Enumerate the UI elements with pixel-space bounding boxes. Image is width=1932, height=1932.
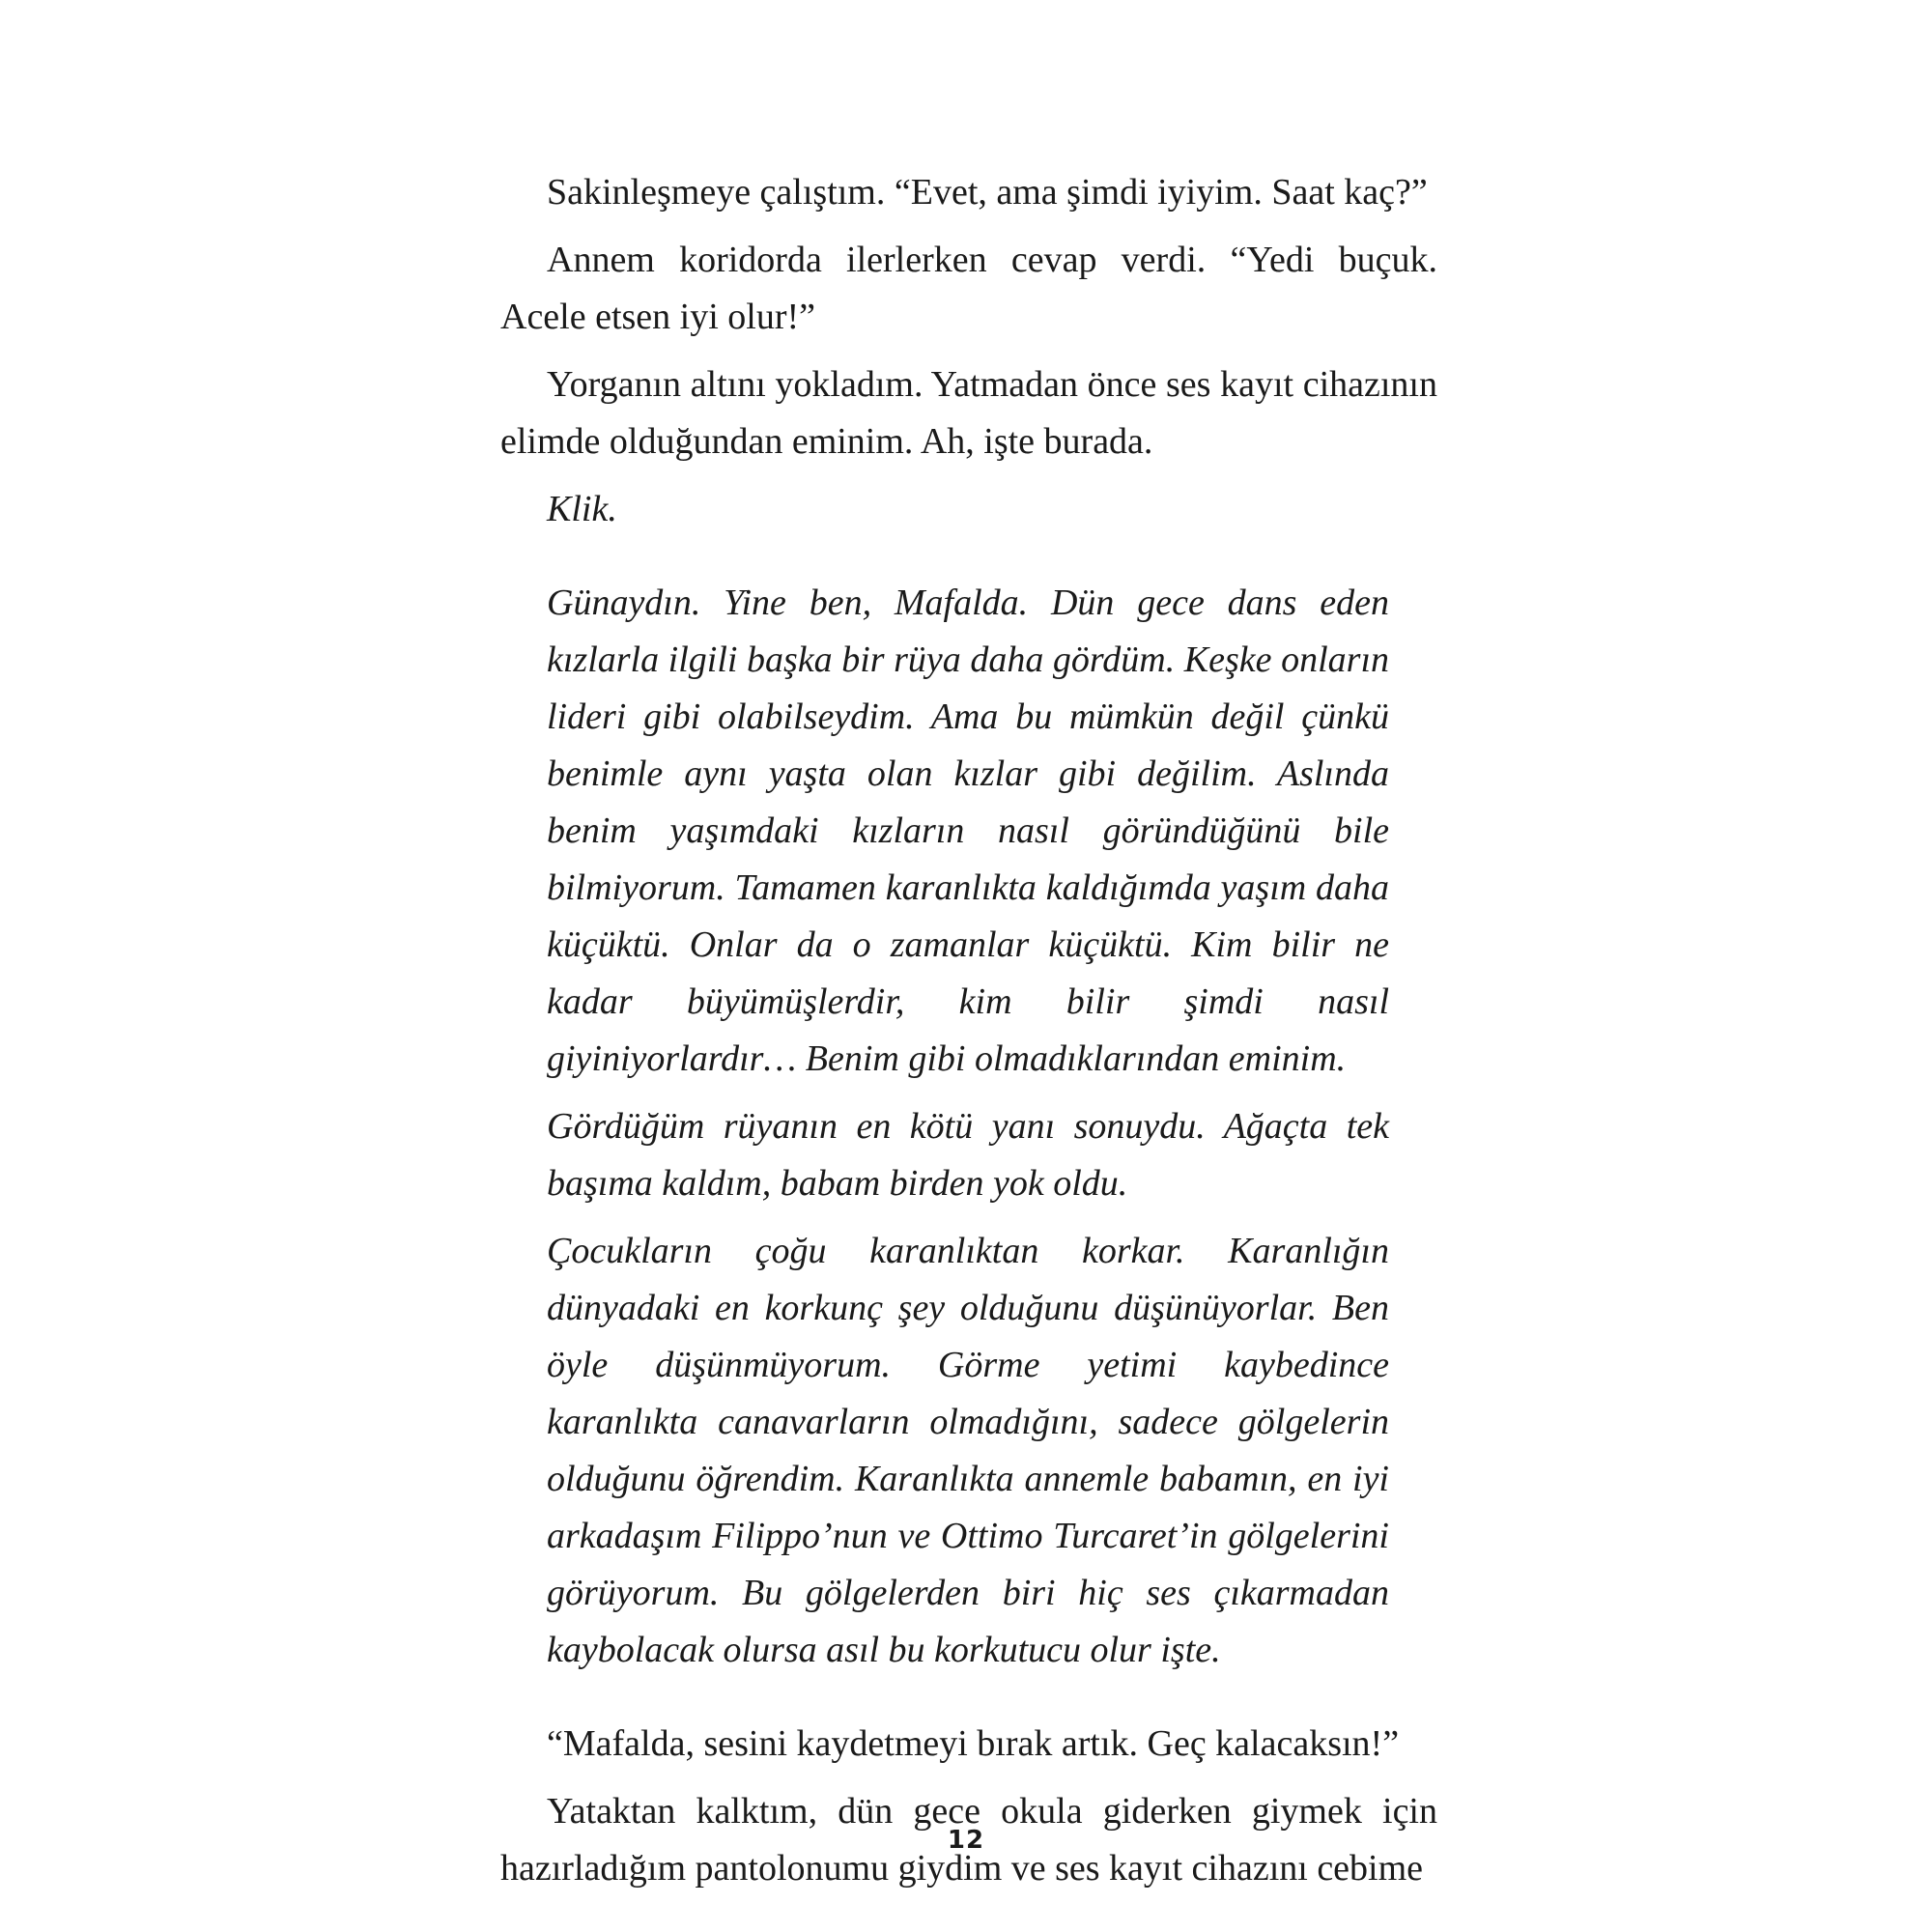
paragraph: Yataktan kalktım, dün gece okula giderken giymek için hazırladığım pantolonumu giydim ve ses kayıt cihazını cebime (500, 1791, 1437, 1889)
paragraph: Sakinleşmeye çalıştım. “Evet, ama şimdi iyiyim. Saat kaç?” (547, 172, 1428, 213)
paragraph: Annem koridorda ilerlerken cevap verdi. “Yedi buçuk. Acele etsen iyi olur!” (500, 240, 1437, 337)
paragraph: Yorganın altını yokladım. Yatmadan önce ses kayıt cihazının elimde olduğundan eminim. Ah, işte burada. (500, 364, 1437, 462)
page-body (500, 164, 1437, 1908)
page-number: 12 (947, 1826, 985, 1855)
click-sound-line: Klik. (547, 489, 617, 529)
recording-paragraph: Gördüğüm rüyanın en kötü yanı sonuydu. Ağaçta tek başıma kaldım, babam birden yok oldu. (547, 1106, 1389, 1204)
recording-paragraph: Çocukların çoğu karanlıktan korkar. Karanlığın dünyadaki en korkunç şey olduğunu düşünüyorlar. Ben öyle düşünmüyorum. Görme yetimi kaybedince karanlıkta canavarların olmadığını, sadece gölgelerin olduğunu öğrendim. Karanlıkta annemle babamın, en iyi arkadaşım Filippo’nun ve Ottimo Turcaret’in gölgelerini görüyorum. Bu gölgelerden biri hiç ses çıkarmadan kaybolacak olursa asıl bu korkutucu olur işte. (547, 1231, 1389, 1670)
voice-recording-transcript (547, 575, 1389, 1679)
paragraph: “Mafalda, sesini kaydetmeyi bırak artık. Geç kalacaksın!” (547, 1723, 1400, 1764)
recording-paragraph: Günaydın. Yine ben, Mafalda. Dün gece dans eden kızlarla ilgili başka bir rüya daha gördüm. Keşke onların lideri gibi olabilseydim. Ama bu mümkün değil çünkü benimle aynı yaşta olan kızlar gibi değilim. Aslında benim yaşımdaki kızların nasıl göründüğünü bile bilmiyorum. Tamamen karanlıkta kaldığımda yaşım daha küçüktü. Onlar da o zamanlar küçüktü. Kim bilir ne kadar büyümüşlerdir, kim bilir şimdi nasıl giyiniyorlardır… Benim gibi olmadıklarından eminim. (547, 582, 1389, 1079)
